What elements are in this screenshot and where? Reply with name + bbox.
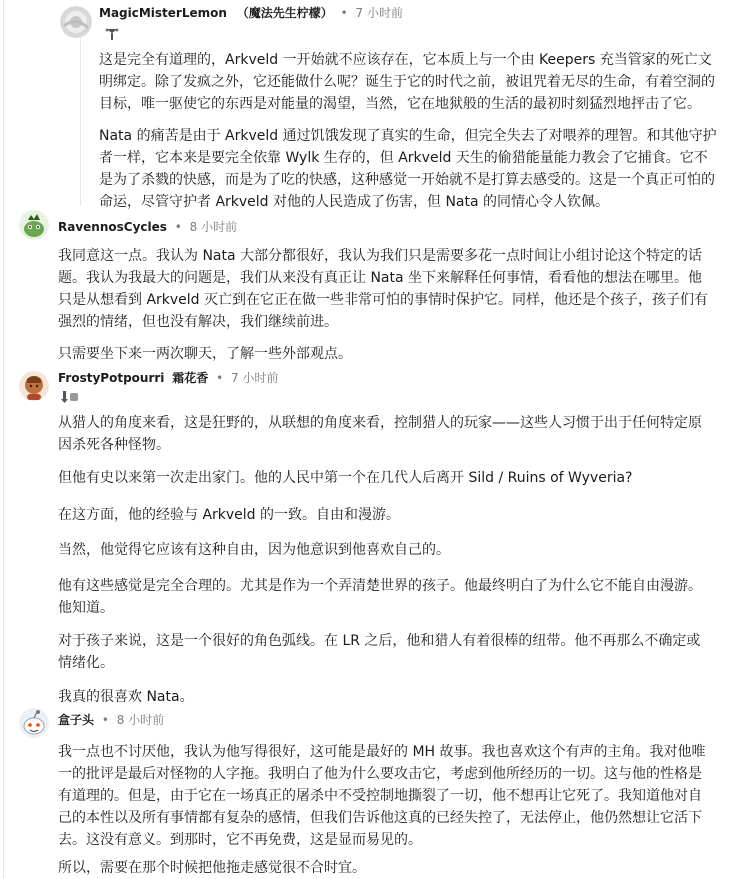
thread-line[interactable] — [3, 0, 4, 879]
comment-paragraph: 我真的很喜欢 Nata。 — [58, 689, 194, 705]
comment-paragraph: 所以，需要在那个时候把他拖走感觉很不合时宜。 — [58, 860, 366, 876]
separator-dot: • — [216, 371, 224, 385]
user-flair: 霜花香 — [172, 371, 209, 385]
comment-paragraph: 这是完全有道理的，Arkveld 一开始就不应该存在，它本质上与一个由 Keepers 充当管家的死亡文明绑定。除了发疯之外，它还能做什么呢？诞生于它的时代之前，被诅咒着无尽的生命，有着空洞的目标，唯一驱使它的东西是对能量的渴望，当然，它在地狱般的生活的最初时刻猛烈地抨击了它。 — [99, 52, 715, 112]
comment-paragraph: 只需要坐下来一两次聊天，了解一些外部观点。 — [58, 346, 352, 362]
comment-paragraph: 他有这些感觉是完全合理的。尤其是作为一个弄清楚世界的孩子。他最终明白了为什么它不能自由漫游。他知道。 — [58, 578, 702, 616]
timestamp[interactable]: 7 小时前 — [230, 371, 279, 385]
avatar[interactable] — [19, 708, 49, 738]
comment-paragraph: Nata 的痛苦是由于 Arkveld 通过饥饿发现了真实的生命，但完全失去了对喂养的理智。和其他守护者一样，它本来是要完全依靠 Wylk 生存的，但 Arkveld 天生的偷猎能量能力教会了它捕食。它不是为了杀戮的快感，而是为了吃的快感，这种感觉一开始就不是打算去感受的。这是一个真正可怕的命运，尽管守护者 Arkveld 对他的人民造成了伤害，但 Nata 的同情心令人钦佩。 — [99, 128, 717, 210]
comment-paragraph: 我同意这一点。我认为 Nata 大部分都很好，我认为我们只是需要多花一点时间让小组讨论这个特定的话题。我认为我最大的问题是，我们从来没有真正让 Nata 坐下来解释任何事情，看看他的想法在哪里。他只是从想看到 Arkveld 灭亡到在它正在做一些非常可怕的事情时保护它。同样，他还是个孩子，孩子们有强烈的情绪，但也没有解决，我们继续前进。 — [58, 248, 709, 330]
separator-dot: • — [340, 6, 348, 20]
comment-meta — [58, 370, 278, 386]
comment-meta — [58, 219, 237, 235]
comment-paragraph: 对于孩子来说，这是一个很好的角色弧线。在 LR 之后，他和猎人有着很棒的纽带。他不再那么不确定或情绪化。 — [58, 633, 701, 671]
flair-emoji-icon — [60, 389, 80, 403]
username[interactable]: 盒子头 — [58, 713, 95, 727]
username[interactable]: RavennosCycles — [58, 220, 167, 234]
timestamp[interactable]: 8 小时前 — [116, 713, 165, 727]
separator-dot: • — [174, 220, 182, 234]
comment-paragraph: 但他有史以来第一次走出家门。他的人民中第一个在几代人后离开 Sild / Ruins of Wyveria? — [58, 470, 633, 486]
user-flair: （魔法先生柠檬） — [236, 6, 333, 20]
username[interactable]: MagicMisterLemon — [99, 6, 227, 20]
username[interactable]: FrostyPotpourri — [58, 371, 165, 385]
timestamp[interactable]: 8 小时前 — [189, 220, 238, 234]
comment-paragraph: 在这方面，他的经验与 Arkveld 的一致。自由和漫游。 — [58, 507, 401, 523]
comment-meta — [99, 5, 403, 21]
avatar[interactable] — [19, 371, 49, 401]
thread-line[interactable] — [80, 36, 81, 206]
comment-paragraph: 从猎人的角度来看，这是狂野的，从联想的角度来看，控制猎人的玩家——这些人习惯于出于任何特定原因杀死各种怪物。 — [58, 415, 702, 453]
timestamp[interactable]: 7 小时前 — [355, 6, 403, 20]
avatar[interactable] — [19, 210, 49, 240]
comment-paragraph: 当然，他觉得它应该有这种自由，因为他意识到他喜欢自己的。 — [58, 542, 450, 558]
separator-dot: • — [101, 713, 109, 727]
comment-meta — [58, 712, 164, 728]
flair-emoji-icon — [104, 26, 120, 40]
comment-paragraph: 我一点也不讨厌他，我认为他写得很好，这可能是最好的 MH 故事。我也喜欢这个有声的主角。我对他唯一的批评是最后对怪物的人字拖。我明白了他为什么要攻击它，考虑到他所经历的一切。这与他的性格是有道理的。但是，由于它在一场真正的屠杀中不受控制地撕裂了一切，他不想再让它死了。我知道他对自己的本性以及所有事情都有复杂的感情，但我们告诉他这真的已经失控了，无法停止，他仍然想让它活下去。这没有意义。到那时，它不再免费，这是显而易见的。 — [58, 744, 706, 848]
avatar[interactable] — [60, 6, 92, 38]
